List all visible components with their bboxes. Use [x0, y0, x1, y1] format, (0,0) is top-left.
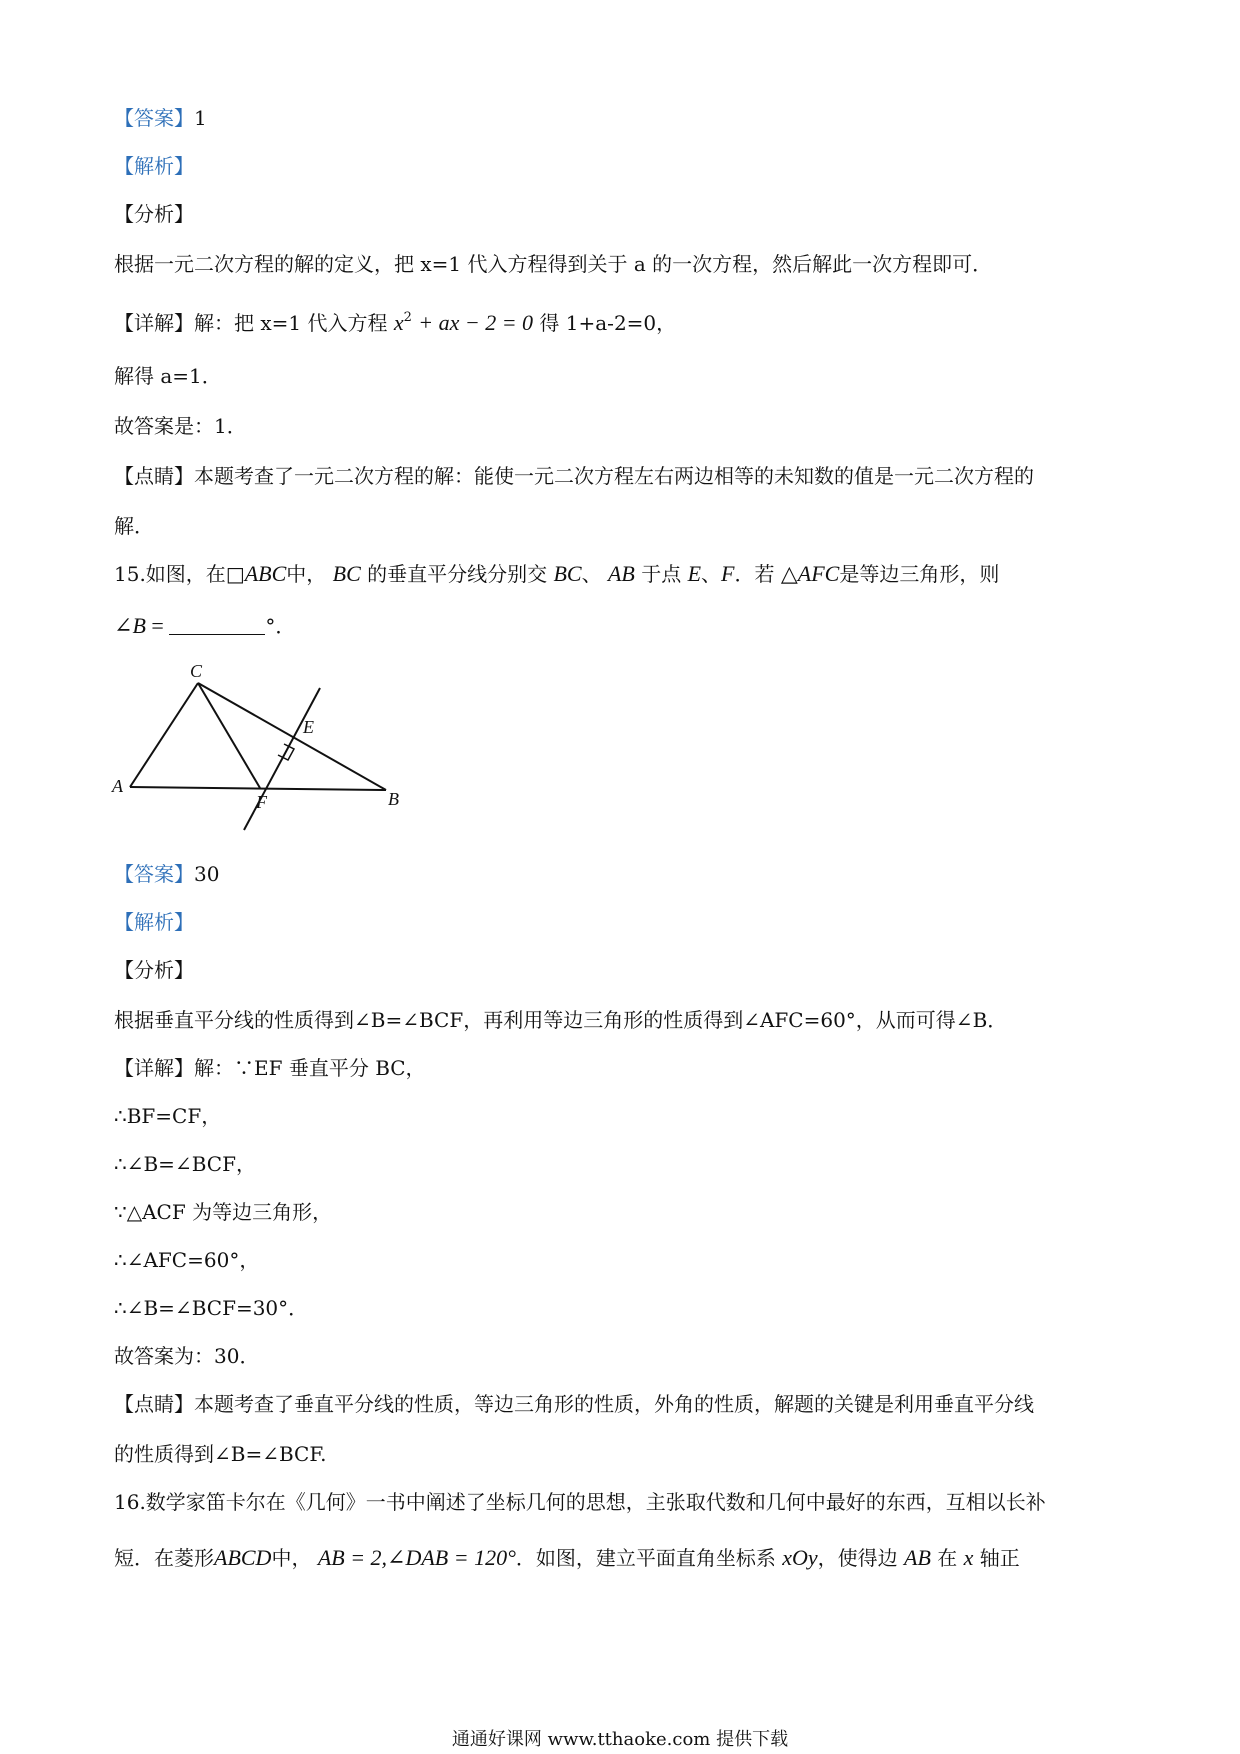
q15-detail-3: ∴∠B=∠BCF，	[114, 1152, 256, 1176]
q15-detail-5: ∴∠AFC=60°，	[114, 1248, 260, 1272]
answer-blank[interactable]	[169, 616, 265, 635]
q15-stem-line-2	[114, 612, 295, 640]
q14-dianjing	[114, 462, 1034, 490]
answer-tag: 【答案】	[114, 862, 194, 886]
segment-ac	[130, 683, 198, 787]
point-f: F	[721, 561, 735, 586]
q15-fenxi-tag: 【分析】	[114, 958, 194, 982]
q16-stem-line-1: 16.数学家笛卡尔在《几何》一书中阐述了坐标几何的思想，主张取代数和几何中最好的东西，互相以长补	[114, 1490, 1046, 1514]
stem-text: 在	[937, 1546, 958, 1570]
stem-text: 15.如图，在	[114, 562, 226, 586]
label-a: A	[112, 776, 123, 796]
q14-fenxi-tag: 【分析】	[114, 202, 194, 226]
dianjing-text: 本题考查了垂直平分线的性质，等边三角形的性质，外角的性质，解题的关键是利用垂直平分线	[194, 1392, 1034, 1416]
stem-text: ，使得边	[817, 1546, 898, 1570]
page-footer: 通通好课网 www.tthaoke.com 提供下载	[451, 1729, 789, 1750]
triangle-glyph: □	[225, 562, 245, 586]
segment-ab	[130, 787, 386, 790]
detail-text: 解：∵EF 垂直平分 BC，	[194, 1056, 426, 1080]
label-b: B	[388, 789, 399, 809]
q14-solve-line: 解得 a=1．	[114, 364, 222, 388]
stem-text: 、	[701, 562, 722, 586]
stem-text: 的垂直平分线分别交	[367, 562, 548, 586]
stem-text: ．如图，建立平面直角坐标系	[515, 1546, 776, 1570]
triangle-abc: ABC	[244, 561, 287, 586]
segment-bc: BC	[553, 561, 582, 586]
angle-b: B	[132, 613, 146, 638]
segment-ab: AB	[607, 561, 635, 586]
equation-rest: + ax − 2 = 0	[418, 310, 534, 335]
condition-formula: AB = 2,∠DAB = 120°	[317, 1545, 516, 1570]
q15-answer	[114, 860, 219, 888]
q15-stem-line-1	[114, 560, 999, 588]
stem-text: 中，	[286, 562, 327, 586]
stem-text: 中，	[271, 1546, 312, 1570]
rhombus-abcd: ABCD	[214, 1545, 272, 1570]
q15-detail-4: ∵△ACF 为等边三角形，	[114, 1200, 333, 1224]
answer-value: 1	[194, 106, 207, 130]
segment-cb	[198, 683, 386, 790]
equation-exponent: 2	[403, 310, 412, 325]
degree-suffix: °．	[265, 614, 296, 638]
q14-detail	[114, 304, 676, 337]
q15-jiexi-tag: 【解析】	[114, 910, 194, 934]
triangle-afc: AFC	[797, 561, 840, 586]
label-f: F	[256, 792, 267, 812]
q15-fenxi-text: 根据垂直平分线的性质得到∠B=∠BCF，再利用等边三角形的性质得到∠AFC=60°，从而可得∠B．	[114, 1008, 1008, 1032]
q15-detail	[114, 1054, 426, 1082]
point-e: E	[687, 561, 702, 586]
answer-tag: 【答案】	[114, 106, 194, 130]
stem-text: 是等边三角形，则	[839, 562, 1000, 586]
label-c: C	[190, 661, 203, 681]
detail-text-1: 解：把 x=1 代入方程	[194, 311, 388, 335]
q15-detail-2: ∴BF=CF，	[114, 1104, 222, 1128]
stem-text: 于点	[641, 562, 682, 586]
dianjing-text: 本题考查了一元二次方程的解：能使一元二次方程左右两边相等的未知数的值是一元二次方程的	[194, 464, 1034, 488]
q14-dianjing-cont: 解．	[114, 514, 154, 538]
detail-tag: 【详解】	[114, 1056, 194, 1080]
stem-text: 、	[581, 562, 602, 586]
stem-text: ．若	[734, 562, 775, 586]
q14-fenxi-text: 根据一元二次方程的解的定义，把 x=1 代入方程得到关于 a 的一次方程，然后解此一次方程即可．	[114, 252, 993, 276]
angle-symbol: ∠	[114, 613, 133, 638]
dianjing-tag: 【点睛】	[114, 1392, 194, 1416]
q15-dianjing-cont: 的性质得到∠B=∠BCF.	[114, 1442, 327, 1466]
equals-sign: =	[145, 613, 170, 638]
label-e: E	[303, 717, 314, 737]
stem-text: 轴正	[979, 1546, 1020, 1570]
answer-value: 30	[194, 862, 220, 886]
equation-x: x	[393, 310, 404, 335]
triangle-figure	[110, 655, 420, 840]
q16-stem-line-2	[114, 1544, 1020, 1572]
x-axis-label: x	[963, 1545, 974, 1570]
segment-ab: AB	[904, 1545, 931, 1570]
q15-dianjing	[114, 1390, 1034, 1418]
q14-answer	[114, 104, 207, 132]
stem-text: 短．在菱形	[114, 1546, 214, 1570]
detail-text-2: 得 1+a-2=0，	[539, 311, 677, 335]
segment-cf	[198, 683, 260, 788]
dianjing-tag: 【点睛】	[114, 464, 194, 488]
coordinate-system: xOy	[782, 1545, 818, 1570]
triangle-symbol: △	[780, 561, 798, 586]
detail-tag: 【详解】	[114, 311, 194, 335]
q14-jiexi-tag: 【解析】	[114, 154, 194, 178]
segment-bc: BC	[332, 561, 361, 586]
q15-detail-6: ∴∠B=∠BCF=30°．	[114, 1296, 309, 1320]
q15-answer-line: 故答案为：30．	[114, 1344, 260, 1368]
q14-answer-line: 故答案是：1．	[114, 414, 247, 438]
